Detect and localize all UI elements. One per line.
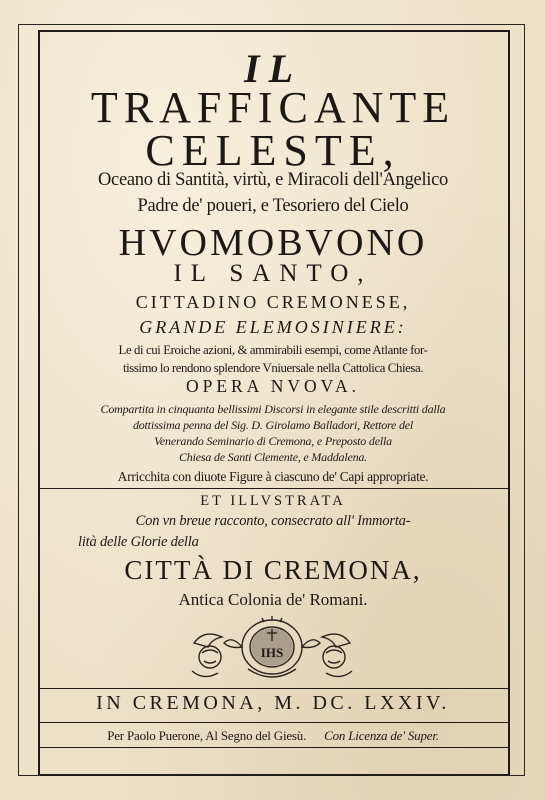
saint-name: HVOMOBVONO xyxy=(118,222,428,264)
subtitle-line-1: Oceano di Santità, virtù, e Miracoli dell'Angelico xyxy=(97,170,448,190)
grande-elemosiniere: GRANDE ELEMOSINIERE: xyxy=(139,317,407,337)
author-line-3: Venerando Seminario di Cremona, e Preposto della xyxy=(154,434,392,448)
author-line-4: Chiesa de Santi Clemente, e Maddalena. xyxy=(178,450,368,464)
ihs-monogram: IHS xyxy=(260,645,284,660)
cittadino-cremonese: CITTADINO CREMONESE, xyxy=(135,292,411,312)
ihs-cherubs-ornament xyxy=(188,613,356,685)
citta-di-cremona: CITTÀ DI CREMONA, xyxy=(124,555,422,585)
title-line-celeste: CELESTE, xyxy=(145,126,401,175)
dedication-line-1: Con vn breue racconto, consecrato all' Immorta- xyxy=(135,513,411,529)
section-divider xyxy=(38,488,508,489)
title-line-trafficante: TRAFFICANTE xyxy=(90,83,456,132)
antica-colonia: Antica Colonia de' Romani. xyxy=(178,590,368,609)
bottom-rule xyxy=(38,747,508,748)
imprint-rule-bottom xyxy=(38,722,508,723)
license-note: Con Licenza de' Super. xyxy=(324,728,439,743)
description-line-2: tissimo lo rendono splendore Vniuersale nella Cattolica Chiesa. xyxy=(122,361,424,375)
figures-line: Arricchita con diuote Figure à ciascuno de' Capi appropriate. xyxy=(117,469,429,484)
et-illustrata: ET ILLVSTRATA xyxy=(200,493,346,509)
author-line-1: Compartita in cinquanta bellissimi Discorsi in elegante stile descritti dalla xyxy=(100,402,446,416)
opera-nuova: OPERA NVOVA. xyxy=(185,376,361,396)
description-line-1: Le di cui Eroiche azioni, & ammirabili esempi, come Atlante for- xyxy=(118,343,428,357)
il-santo: IL SANTO, xyxy=(173,260,373,287)
dedication-line-2: lità delle Glorie della xyxy=(78,534,199,550)
author-line-2: dottissima penna del Sig. D. Girolamo Balladori, Rettore del xyxy=(132,418,414,432)
imprint-city-date: IN CREMONA, M. DC. LXXIV. xyxy=(96,692,450,714)
printer-name: Per Paolo Puerone, Al Segno del Giesù. xyxy=(107,728,307,743)
imprint-rule-top xyxy=(38,688,508,689)
subtitle-line-2: Padre de' poueri, e Tesoriero del Cielo xyxy=(137,196,409,216)
printer-line xyxy=(38,728,508,744)
title-line-il: IL xyxy=(244,46,302,91)
